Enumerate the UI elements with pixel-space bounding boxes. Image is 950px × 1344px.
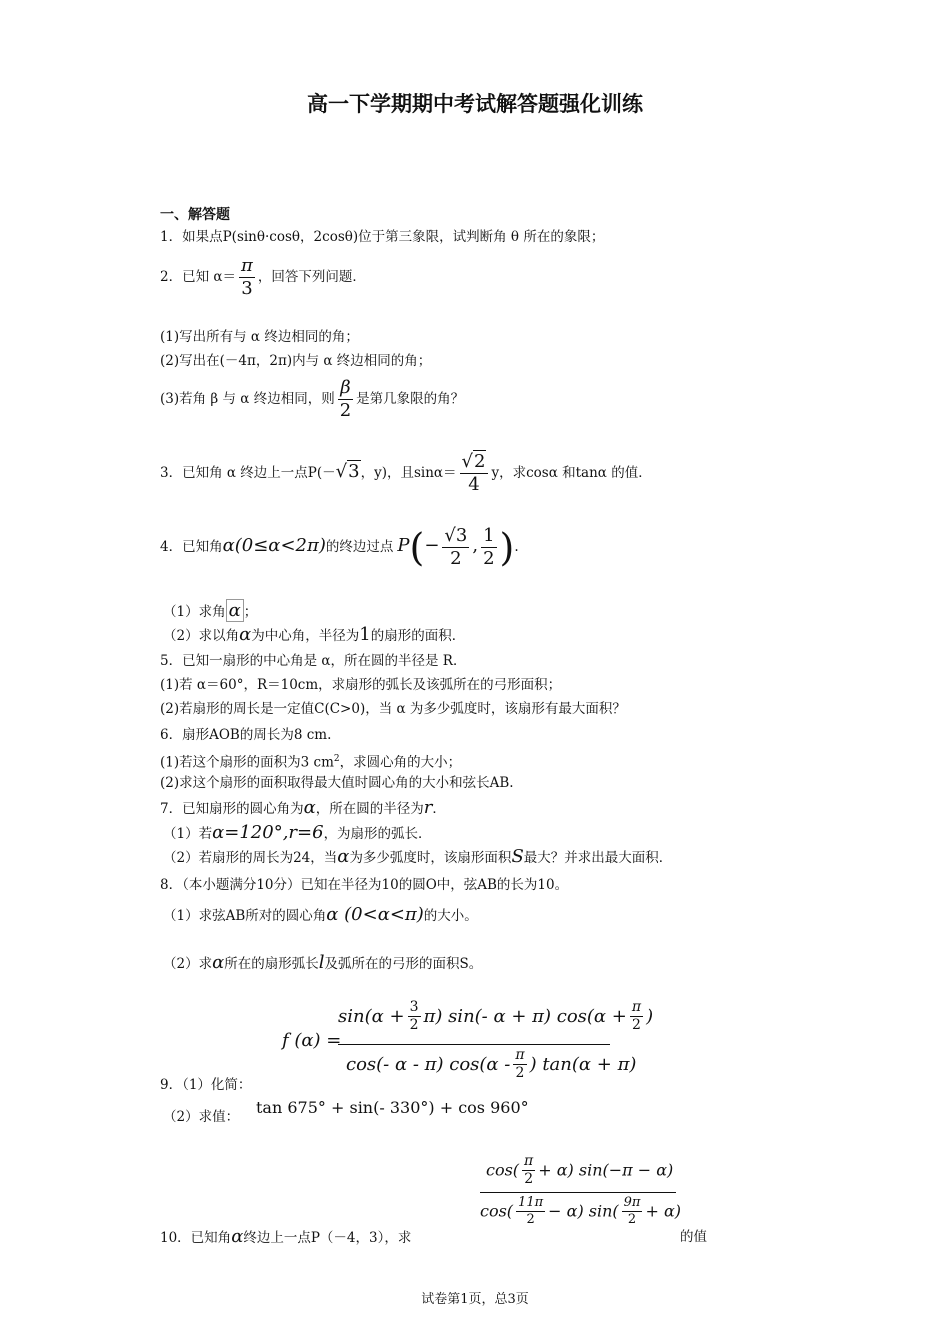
q9p2-label: （2）求值： — [163, 1109, 240, 1125]
q8p2-var: α — [212, 952, 225, 973]
q8p2-a: （2）求 — [163, 956, 213, 972]
q4-n2: 1 — [483, 525, 495, 546]
q9-num-f: 2 — [632, 1017, 641, 1034]
q9-denominator — [346, 1048, 636, 1082]
question-4-part-2 — [163, 626, 465, 645]
question-6-part-1 — [160, 750, 461, 772]
question-10 — [160, 1228, 411, 1247]
q9-lhs-text: f (α) = — [282, 1030, 342, 1051]
q4-n1: √3 — [444, 525, 468, 546]
q9-num-frac2 — [630, 1000, 643, 1034]
q10-den-a: cos( — [480, 1201, 514, 1221]
q3-prefix: 3．已知角 α 终边上一点P(－ — [160, 464, 336, 481]
q10-numerator — [486, 1154, 673, 1188]
q7-c: ． — [432, 801, 446, 817]
q7p2-b: 为多少弧度时，该扇形面积 — [349, 850, 512, 866]
question-5: 5．已知一扇形的中心角是 α，所在圆的半径是 R． — [160, 653, 467, 669]
q2p3-prefix: (3)若角 β 与 α 终边相同，则 — [160, 390, 335, 407]
q4p2-var: α — [239, 624, 252, 645]
q9-num-b: 3 — [408, 1000, 421, 1017]
q8p2-b: 所在的扇形弧长 — [224, 956, 319, 972]
q9-num-d: π) sin(- α + π) cos(α + — [423, 1005, 627, 1027]
q10-den-f: 2 — [627, 1212, 637, 1228]
q4-point-label: P — [397, 534, 410, 556]
page-title: 高一下学期期中考试解答题强化训练 — [307, 92, 643, 116]
q9-num-c: 2 — [409, 1017, 419, 1034]
q3-den: 4 — [468, 473, 480, 495]
q10-prefix: 10．已知角 — [160, 1230, 232, 1246]
q3-suffix: y，求cosα 和tanα 的值． — [491, 464, 652, 481]
q8p1-b: 的大小。 — [423, 908, 478, 924]
q10-fraction-bar — [480, 1192, 676, 1193]
q10-mid: 终边上一点P（－4，3），求 — [243, 1230, 412, 1246]
q10-num-d: + α) sin(−π − α) — [538, 1160, 674, 1180]
question-8-part-1 — [163, 906, 478, 925]
q4-frac-2 — [481, 526, 496, 569]
q9-value-expression: tan 675° + sin(- 330°) + cos 960° — [256, 1098, 529, 1117]
q10-den-e: 9π — [622, 1196, 643, 1212]
page-footer: 试卷第1页，总3页 — [421, 1292, 529, 1307]
q7p1-a: （1）若 — [163, 826, 213, 842]
q7-var-a: α — [303, 797, 316, 818]
question-7-part-1 — [163, 824, 432, 843]
q10-num-b: π — [522, 1154, 535, 1171]
section-heading: 一、解答题 — [160, 207, 230, 223]
q4-frac-1 — [442, 526, 469, 569]
q2-den: 3 — [241, 277, 253, 299]
q9-lhs — [282, 1030, 341, 1051]
question-2-part-1: (1)写出所有与 α 终边相同的角； — [160, 329, 359, 345]
q9-den-d: ) tan(α + π) — [529, 1053, 637, 1075]
question-6: 6．扇形AOB的周长为8 cm. — [160, 727, 332, 743]
question-4-part-1 — [163, 602, 257, 621]
question-9-part-1: 9．（1）化简： — [160, 1077, 252, 1093]
q4-mid: 的终边过点 — [325, 538, 394, 555]
q2p3-den: 2 — [339, 399, 352, 421]
q8p2-l: l — [318, 952, 325, 973]
q2-prefix: 2．已知 α＝ — [160, 268, 236, 285]
q6p1-a: (1)若这个扇形的面积为3 cm — [160, 754, 334, 771]
q10-den-frac1 — [516, 1196, 545, 1228]
question-8-part-2 — [163, 954, 482, 973]
q3-rad: 3 — [348, 460, 360, 482]
q2-suffix: ，回答下列问题． — [257, 268, 366, 285]
q9-den-frac — [513, 1048, 526, 1082]
q10-den-b: 11π — [516, 1196, 545, 1212]
q10-num-c: 2 — [524, 1171, 534, 1188]
q4-prefix: 4．已知角 — [160, 538, 223, 555]
q9-fraction-bar — [338, 1044, 610, 1045]
q10-den-g: + α) — [645, 1201, 682, 1221]
q7p2-s: S — [511, 846, 524, 867]
q2p3-suffix: 是第几象限的角？ — [356, 390, 465, 407]
q7-a: 7．已知扇形的圆心角为 — [160, 801, 304, 817]
q6p1-b: ，求圆心角的大小； — [339, 754, 462, 771]
question-6-part-2: (2)求这个扇形的面积取得最大值时圆心角的大小和弦长AB. — [160, 775, 514, 791]
q3-mid: ，y)，且sinα＝ — [360, 464, 457, 481]
question-7-part-2 — [163, 848, 672, 867]
q8p1-math: α (0<α<π) — [326, 904, 424, 925]
question-2-part-3 — [160, 378, 464, 421]
q4p2-a: （2）求以角 — [163, 628, 240, 644]
q9-numerator — [338, 1000, 653, 1034]
q10-var: α — [231, 1226, 244, 1247]
q7p1-b: ，为扇形的弧长． — [323, 826, 432, 842]
q4p1-prefix: （1）求角 — [163, 604, 226, 620]
question-9-part-2 — [163, 1108, 239, 1126]
q8p1-a: （1）求弦AB所对的圆心角 — [163, 908, 327, 924]
q2p3-fraction — [338, 378, 353, 421]
q7-b: ，所在圆的半径为 — [315, 801, 424, 817]
q9-den-b: π — [513, 1048, 526, 1065]
q9-den-a: cos(- α - π) cos(α - — [346, 1053, 511, 1075]
question-2-part-2: (2)写出在(－4π，2π)内与 α 终边相同的角； — [160, 353, 432, 369]
q2-num: π — [241, 255, 253, 276]
q4-end: . — [514, 538, 519, 555]
q4p1-var: α — [226, 599, 244, 622]
question-5-part-1: (1)若 α＝60°，R＝10cm，求扇形的弧长及该弧所在的弓形面积； — [160, 677, 562, 693]
q2-fraction — [239, 256, 255, 299]
q4p2-c: 的扇形的面积． — [370, 628, 466, 644]
q9-num-frac1 — [408, 1000, 421, 1034]
question-8: 8．（本小题满分10分）已知在半径为10的圆O中，弦AB的长为10。 — [160, 877, 569, 893]
q4-d1: 2 — [450, 547, 462, 569]
q3-num: 2 — [474, 451, 486, 472]
q7p2-c: 最大？并求出最大面积． — [523, 850, 673, 866]
q3-fraction: $\frac{√2}{4}$ — [460, 452, 489, 495]
q10-den-d: − α) sin( — [548, 1201, 619, 1221]
q10-denominator — [480, 1196, 681, 1228]
q6p1-sup: 2 — [333, 754, 340, 764]
q4-condition: α(0≤α<2π) — [222, 534, 326, 556]
q7p2-var: α — [337, 846, 350, 867]
q7p1-math: α=120°,r=6 — [212, 822, 324, 843]
question-7 — [160, 799, 446, 818]
q4p1-suffix: ； — [243, 604, 258, 620]
question-5-part-2: (2)若扇形的周长是一定值C(C>0)，当 α 为多少弧度时，该扇形有最大面积？ — [160, 701, 626, 717]
q7p2-a: （2）若扇形的周长为24，当 — [163, 850, 338, 866]
q10-suffix: 的值 — [680, 1229, 707, 1245]
q4-d2: 2 — [483, 547, 495, 569]
q10-den-c: 2 — [526, 1212, 535, 1228]
q10-num-a: cos( — [486, 1160, 520, 1180]
q4p2-b: 为中心角，半径为 — [251, 628, 360, 644]
question-3: 3．已知角 α 终边上一点P(－√3，y)，且sinα＝ $\frac{√2}{4}$ y，求cosα 和tanα 的值． — [160, 451, 652, 495]
question-2 — [160, 256, 366, 299]
q9-num-a: sin(α + — [338, 1005, 405, 1027]
q2p3-num: β — [340, 377, 351, 398]
q10-den-frac2 — [622, 1196, 643, 1228]
q9-num-e: π — [630, 1000, 643, 1017]
q4p2-r: 1 — [359, 624, 371, 645]
q8p2-c: 及弧所在的弓形的面积S。 — [324, 956, 483, 972]
q7-var-r: r — [423, 797, 433, 818]
q9-num-g: ) — [646, 1005, 654, 1027]
q9-den-c: 2 — [515, 1065, 525, 1082]
question-4: 4．已知角α(0≤α<2π)的终边过点 P(− $\frac{√3}{2}$ , $\frac{1}{2}$ ). — [160, 525, 519, 570]
q10-num-frac — [522, 1154, 535, 1188]
question-1: 1．如果点P(sinθ·cosθ，2cosθ)位于第三象限，试判断角 θ 所在的象限； — [160, 229, 605, 245]
